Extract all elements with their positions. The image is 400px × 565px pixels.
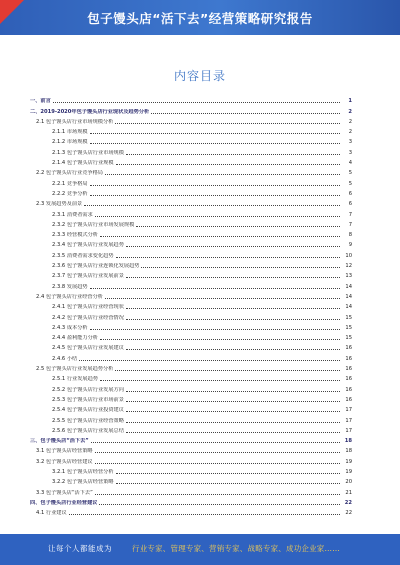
- toc-entry-page: 4: [348, 160, 352, 167]
- dot-leader: [90, 329, 340, 330]
- toc-entry[interactable]: [30, 104, 352, 114]
- dot-leader: [53, 102, 340, 103]
- dot-leader: [141, 267, 340, 268]
- toc-entry[interactable]: [30, 413, 352, 423]
- toc-entry-label: 2.3.2 包子馒头店行业市场发展规模: [52, 221, 135, 228]
- toc-title: 内容目录: [173, 69, 226, 83]
- toc-entry-page: 10: [345, 252, 352, 259]
- toc-entry[interactable]: [30, 372, 352, 382]
- toc-entry-label: 2.3.3 经营模式分析: [52, 232, 98, 239]
- toc-entry-page: 13: [345, 273, 352, 280]
- toc-entry-page: 21: [345, 489, 352, 496]
- toc-entry[interactable]: [30, 94, 352, 104]
- toc-entry[interactable]: [30, 475, 352, 485]
- dot-leader: [151, 113, 340, 114]
- toc-entry-label: 2.1.4 包子馒头店行业规模: [52, 160, 114, 167]
- toc-entry[interactable]: [30, 434, 352, 444]
- dot-leader: [84, 205, 340, 206]
- toc-entry[interactable]: [30, 207, 352, 217]
- toc-entry-page: 17: [345, 427, 352, 434]
- toc-entry-page: 17: [345, 407, 352, 414]
- toc-entry-label: 2.5 包子馒头店行业发展趋势分析: [36, 366, 114, 373]
- toc-entry[interactable]: [30, 135, 352, 145]
- dot-leader: [115, 123, 340, 124]
- toc-entry-label: 2.4.6 小结: [52, 355, 78, 362]
- toc-entry-label: 2.2.2 竞争分析: [52, 190, 88, 197]
- toc-entry[interactable]: [30, 485, 352, 495]
- dot-leader: [105, 298, 340, 299]
- toc-entry-page: 2: [348, 108, 352, 115]
- toc-entry-page: 14: [345, 304, 352, 311]
- report-title: 包子馒头店“活下去”经营策略研究报告: [87, 11, 313, 26]
- dot-leader: [116, 257, 340, 258]
- toc-entry-label: 3.2.2 包子馒头店经营策略: [52, 479, 114, 486]
- toc-entry[interactable]: [30, 393, 352, 403]
- toc-entry-label: 一、前言: [30, 98, 51, 105]
- dot-leader: [100, 380, 340, 381]
- toc-entry[interactable]: [30, 279, 352, 289]
- dot-leader: [116, 473, 340, 474]
- toc-entry[interactable]: [30, 362, 352, 372]
- toc-entry-label: 3.1 包子馒头店经营策略: [36, 448, 93, 455]
- toc-entry[interactable]: [30, 187, 352, 197]
- toc-entry-label: 2.2 包子馒头店行业竞争格局: [36, 170, 103, 177]
- dot-leader: [95, 463, 340, 464]
- dot-leader: [126, 308, 340, 309]
- toc-entry-page: 16: [345, 345, 352, 352]
- toc-entry-label: 2.5.4 包子馒头店行业投资建议: [52, 407, 124, 414]
- toc-entry-page: 19: [345, 458, 352, 465]
- toc-entry[interactable]: [30, 310, 352, 320]
- toc-entry-label: 4.1 行业建议: [36, 510, 67, 517]
- toc-entry-label: 2.4 包子馒头店行业经营分析: [36, 293, 103, 300]
- toc-entry-page: 16: [345, 396, 352, 403]
- dot-leader: [136, 226, 340, 227]
- toc-entry-label: 3.2.1 包子馒头店经营分析: [52, 468, 114, 475]
- dot-leader: [126, 154, 340, 155]
- toc-entry-page: 18: [344, 438, 352, 445]
- toc-entry-label: 二、2019-2020年包子馒头店行业现状及趋势分析: [30, 108, 150, 115]
- toc-entry-page: 5: [348, 170, 352, 177]
- dot-leader: [79, 360, 340, 361]
- dot-leader: [126, 411, 340, 412]
- toc-entry[interactable]: [30, 125, 352, 135]
- toc-entry-page: 18: [345, 448, 352, 455]
- dot-leader: [115, 370, 340, 371]
- toc-entry-label: 2.3.8 发展趋势: [52, 283, 88, 290]
- toc-entry[interactable]: [30, 465, 352, 475]
- toc-entry[interactable]: [30, 454, 352, 464]
- dot-leader: [116, 483, 340, 484]
- toc-entry-label: 2.5.6 包子馒头店行业发展总结: [52, 427, 124, 434]
- toc-entry-page: 6: [348, 190, 352, 197]
- table-of-contents: [30, 94, 352, 516]
- toc-entry[interactable]: [30, 290, 352, 300]
- toc-entry-label: 2.4.5 包子馒头店行业发展建议: [52, 345, 124, 352]
- toc-entry-page: 15: [345, 324, 352, 331]
- toc-entry[interactable]: [30, 444, 352, 454]
- dot-leader: [126, 401, 340, 402]
- dot-leader: [126, 246, 340, 247]
- toc-entry-label: 2.5.1 行业发展趋势: [52, 376, 98, 383]
- toc-entry-page: 1: [348, 98, 352, 105]
- toc-entry-page: 8: [348, 232, 352, 239]
- toc-entry-label: 2.1.2 市场规模: [52, 139, 88, 146]
- dot-leader: [90, 143, 340, 144]
- toc-entry-page: 17: [345, 417, 352, 424]
- footer-banner: [0, 534, 400, 565]
- toc-entry-page: 14: [345, 283, 352, 290]
- toc-entry[interactable]: [30, 156, 352, 166]
- toc-entry-page: 7: [348, 211, 352, 218]
- dot-leader: [100, 339, 340, 340]
- toc-entry-page: 3: [348, 139, 352, 146]
- toc-entry-label: 四、包子馒头店行业经营建议: [30, 499, 98, 506]
- toc-entry[interactable]: [30, 403, 352, 413]
- dot-leader: [91, 442, 340, 443]
- toc-entry-page: 3: [348, 149, 352, 156]
- dot-leader: [100, 236, 340, 237]
- header-banner: [0, 0, 400, 35]
- toc-entry-label: 2.4.3 成本分析: [52, 324, 88, 331]
- toc-entry[interactable]: [30, 238, 352, 248]
- toc-entry-label: 2.5.5 包子馒头店行业经营策略: [52, 417, 124, 424]
- toc-entry-page: 7: [348, 221, 352, 228]
- toc-entry-label: 2.3.1 消费者需求: [52, 211, 93, 218]
- dot-leader: [126, 432, 340, 433]
- toc-entry[interactable]: [30, 321, 352, 331]
- toc-entry-page: 2: [348, 129, 352, 136]
- toc-entry-label: 2.3 发展趋势及前景: [36, 201, 83, 208]
- toc-entry[interactable]: [30, 331, 352, 341]
- toc-entry-page: 22: [345, 510, 352, 517]
- toc-entry-label: 2.3.7 包子馒头店行业发展前景: [52, 273, 124, 280]
- dot-leader: [90, 133, 340, 134]
- toc-entry[interactable]: [30, 115, 352, 125]
- toc-entry-label: 2.5.3 包子馒头店行业市场前景: [52, 396, 124, 403]
- dot-leader: [116, 164, 340, 165]
- toc-entry-label: 2.2.1 竞争格局: [52, 180, 88, 187]
- toc-entry-page: 22: [344, 499, 352, 506]
- toc-entry[interactable]: [30, 382, 352, 392]
- toc-entry[interactable]: [30, 259, 352, 269]
- dot-leader: [126, 391, 340, 392]
- toc-entry[interactable]: [30, 300, 352, 310]
- dot-leader: [95, 452, 340, 453]
- toc-entry-page: 6: [348, 201, 352, 208]
- dot-leader: [126, 277, 340, 278]
- footer-roles: 行业专家、管理专家、营销专家、战略专家、成功企业家……: [132, 544, 340, 553]
- toc-entry-page: 14: [345, 293, 352, 300]
- footer-slogan: 让每个人都能成为: [48, 544, 112, 553]
- toc-entry[interactable]: [30, 496, 352, 506]
- dot-leader: [90, 185, 340, 186]
- toc-entry-page: 9: [348, 242, 352, 249]
- dot-leader: [126, 319, 340, 320]
- dot-leader: [90, 195, 340, 196]
- toc-entry[interactable]: [30, 351, 352, 361]
- toc-entry-label: 2.4.1 包子馒头店行业经营现状: [52, 304, 124, 311]
- dot-leader: [99, 504, 340, 505]
- toc-entry-label: 3.2 包子馒头店经营建议: [36, 458, 93, 465]
- toc-entry-label: 2.1 包子馒头店行业市场规模分析: [36, 118, 114, 125]
- toc-entry-page: 16: [345, 366, 352, 373]
- toc-entry-page: 2: [348, 118, 352, 125]
- toc-entry-page: 16: [345, 376, 352, 383]
- dot-leader: [95, 216, 340, 217]
- toc-entry-page: 20: [345, 479, 352, 486]
- toc-entry[interactable]: [30, 197, 352, 207]
- toc-entry-label: 2.5.2 包子馒头店行业发展方向: [52, 386, 124, 393]
- toc-entry[interactable]: [30, 228, 352, 238]
- toc-entry-label: 三、包子馒头店“活下去”: [30, 438, 89, 445]
- toc-entry[interactable]: [30, 424, 352, 434]
- toc-entry-label: 2.3.5 消费者需求变化趋势: [52, 252, 114, 259]
- toc-entry-page: 15: [345, 335, 352, 342]
- toc-entry-label: 3.3 包子馒头店“活下去”: [36, 489, 93, 496]
- toc-entry-page: 12: [345, 263, 352, 270]
- toc-entry-label: 2.4.2 包子馒头店行业经营情况: [52, 314, 124, 321]
- toc-entry-page: 15: [345, 314, 352, 321]
- toc-entry-label: 2.3.6 包子馒头店行业连锁化发展趋势: [52, 263, 140, 270]
- dot-leader: [90, 288, 340, 289]
- toc-entry-label: 2.1.3 包子馒头店行业市场规模: [52, 149, 124, 156]
- toc-entry[interactable]: [30, 218, 352, 228]
- toc-entry[interactable]: [30, 248, 352, 258]
- toc-entry-label: 2.3.4 包子馒头店行业发展趋势: [52, 242, 124, 249]
- toc-entry[interactable]: [30, 269, 352, 279]
- toc-entry-page: 16: [345, 386, 352, 393]
- toc-entry-page: 16: [345, 355, 352, 362]
- dot-leader: [126, 422, 340, 423]
- toc-entry-label: 2.1.1 市场规模: [52, 129, 88, 136]
- dot-leader: [105, 174, 340, 175]
- toc-entry[interactable]: [30, 506, 352, 516]
- toc-entry[interactable]: [30, 341, 352, 351]
- dot-leader: [126, 349, 340, 350]
- toc-entry[interactable]: [30, 166, 352, 176]
- toc-entry-label: 2.4.4 盈利能力分析: [52, 335, 98, 342]
- toc-entry[interactable]: [30, 145, 352, 155]
- dot-leader: [69, 514, 340, 515]
- toc-entry-page: 19: [345, 468, 352, 475]
- toc-entry[interactable]: [30, 176, 352, 186]
- dot-leader: [95, 494, 340, 495]
- toc-entry-page: 5: [348, 180, 352, 187]
